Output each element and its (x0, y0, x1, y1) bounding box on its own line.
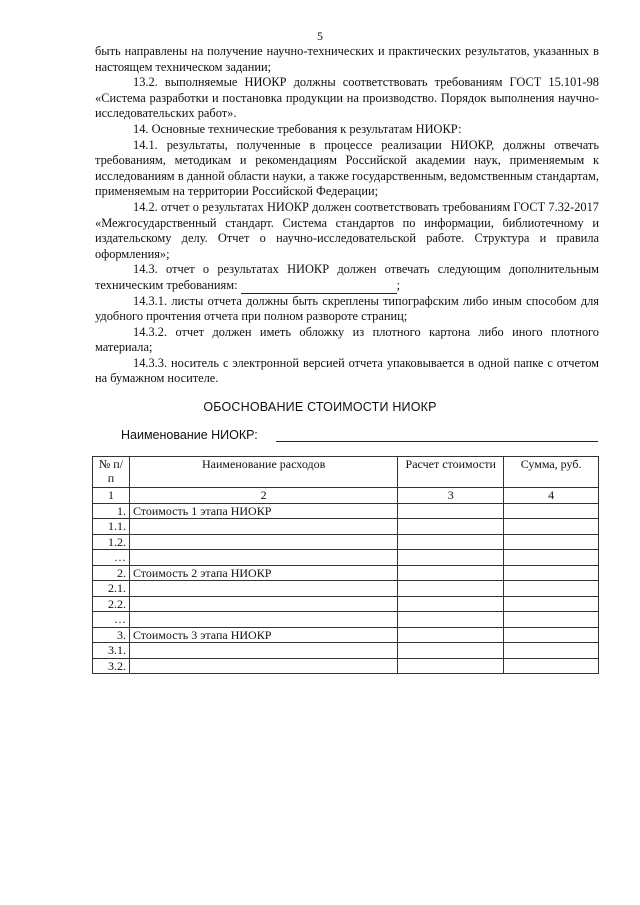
calculation-cell[interactable] (398, 503, 504, 519)
expense-name (129, 658, 397, 674)
page-number: 5 (317, 29, 323, 43)
paragraph-with-blank (95, 262, 599, 293)
expense-name (129, 612, 397, 628)
sum-cell[interactable] (504, 581, 599, 597)
paragraph: 13.2. выполняемые НИОКР должны соответствовать требованиям ГОСТ 15.101-98 «Система разработки и постановка продукции на производство. Порядок выполнения научно-исследовательских работ». (95, 75, 599, 121)
paragraph: 14.3.3. носитель с электронной версией отчета упаковывается в одной папке с отчетом на бумажном носителе. (95, 355, 599, 386)
table-row (93, 612, 599, 628)
sum-cell[interactable] (504, 519, 599, 535)
sum-cell[interactable] (504, 596, 599, 612)
expense-name (129, 581, 397, 597)
calculation-cell[interactable] (398, 581, 504, 597)
paragraph: быть направлены на получение научно-технических и практических результатов, указанных в настоящем техническом задании; (95, 44, 599, 74)
section-title: ОБОСНОВАНИЕ СТОИМОСТИ НИОКР (203, 400, 437, 414)
sum-cell[interactable] (504, 550, 599, 566)
paragraph-text: 14.3. отчет о результатах НИОКР должен отвечать следующим дополнительным техническим требованиям: (95, 262, 599, 292)
expense-name (129, 519, 397, 535)
column-number: 4 (504, 488, 599, 504)
sum-cell[interactable] (504, 534, 599, 550)
sum-cell[interactable] (504, 658, 599, 674)
expense-name (129, 534, 397, 550)
sum-cell[interactable] (504, 612, 599, 628)
expense-name: Стоимость 2 этапа НИОКР (129, 565, 397, 581)
calculation-cell[interactable] (398, 658, 504, 674)
column-number: 2 (129, 488, 397, 504)
table-row (93, 565, 599, 581)
row-number: 2.1. (93, 581, 130, 597)
paragraph: 14.2. отчет о результатах НИОКР должен соответствовать требованиям ГОСТ 7.32-2017 «Межгосударственный стандарт. Система стандартов по информации, библиотечному и издательскому делу. Отчет о научно-исследовательской работе. Структура и правила оформления»; (95, 199, 599, 261)
row-number: … (93, 612, 130, 628)
calculation-cell[interactable] (398, 596, 504, 612)
table-row (93, 503, 599, 519)
paragraph: 14.3.2. отчет должен иметь обложку из плотного картона либо иного плотного материала; (95, 324, 599, 355)
header-number: № п/п (93, 457, 130, 488)
sum-cell[interactable] (504, 565, 599, 581)
calculation-cell[interactable] (398, 534, 504, 550)
niokr-name-field[interactable] (276, 441, 598, 442)
sum-cell[interactable] (504, 503, 599, 519)
table-row (93, 596, 599, 612)
table-row (93, 519, 599, 535)
header-calculation: Расчет стоимости (398, 457, 504, 488)
expense-name: Стоимость 3 этапа НИОКР (129, 627, 397, 643)
table-header-row (93, 457, 599, 488)
calculation-cell[interactable] (398, 612, 504, 628)
expense-name (129, 596, 397, 612)
table-row (93, 627, 599, 643)
row-number: 1.2. (93, 534, 130, 550)
expense-name (129, 550, 397, 566)
document-body (95, 44, 599, 387)
table-row (93, 581, 599, 597)
calculation-cell[interactable] (398, 550, 504, 566)
paragraph: 14. Основные технические требования к результатам НИОКР: (133, 121, 462, 136)
row-number: 1.1. (93, 519, 130, 535)
row-number: 2. (93, 565, 130, 581)
row-number: 1. (93, 503, 130, 519)
row-number: 3.1. (93, 643, 130, 659)
paragraph-suffix: ; (396, 277, 401, 292)
calculation-cell[interactable] (398, 565, 504, 581)
calculation-cell[interactable] (398, 643, 504, 659)
header-sum: Сумма, руб. (504, 457, 599, 488)
table-row (93, 643, 599, 659)
column-number: 3 (398, 488, 504, 504)
column-number: 1 (93, 488, 130, 504)
niokr-name-label: Наименование НИОКР: (121, 428, 258, 442)
row-number: … (93, 550, 130, 566)
paragraph: 14.1. результаты, полученные в процессе реализации НИОКР, должны отвечать требованиям, методикам и рекомендациям Российской академии наук, применяемым к исследованиям в данной области науки, а также государственным, ведомственным стандартам, применяемым на территории Российской Федерации; (95, 137, 599, 199)
cost-table (92, 456, 599, 674)
expense-name: Стоимость 1 этапа НИОКР (129, 503, 397, 519)
table-row (93, 658, 599, 674)
table-row (93, 550, 599, 566)
paragraph: 14.3.1. листы отчета должны быть скреплены типографским либо иным способом для удобного прочтения отчета при полном развороте страниц; (95, 293, 599, 324)
calculation-cell[interactable] (398, 519, 504, 535)
blank-fill-line[interactable] (241, 281, 397, 294)
row-number: 3. (93, 627, 130, 643)
table-numbering-row (93, 488, 599, 504)
table-row (93, 534, 599, 550)
row-number: 2.2. (93, 596, 130, 612)
row-number: 3.2. (93, 658, 130, 674)
calculation-cell[interactable] (398, 627, 504, 643)
expense-name (129, 643, 397, 659)
sum-cell[interactable] (504, 627, 599, 643)
sum-cell[interactable] (504, 643, 599, 659)
header-expense-name: Наименование расходов (129, 457, 397, 488)
